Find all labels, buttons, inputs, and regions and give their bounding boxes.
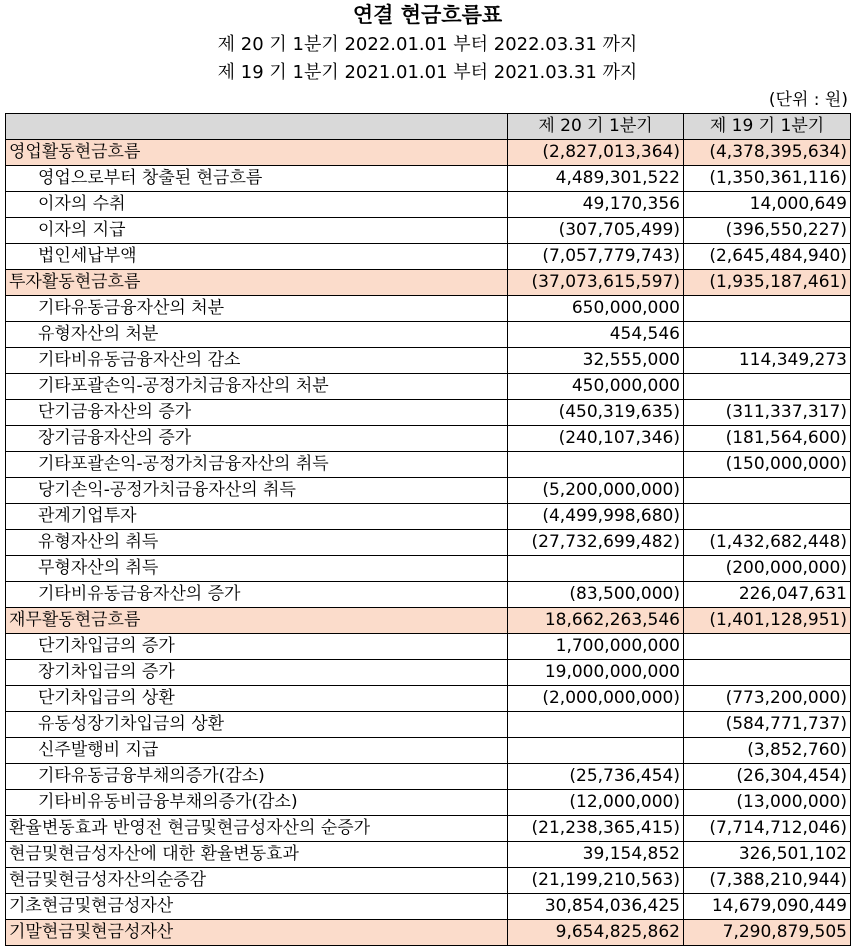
current-period-value: (27,732,699,482)	[508, 530, 684, 556]
row-label: 당기손익-공정가치금융자산의 취득	[6, 478, 508, 504]
current-period-value	[508, 738, 684, 764]
current-period-value: (450,319,635)	[508, 400, 684, 426]
current-period-value: 49,170,356	[508, 192, 684, 218]
row-label: 기타유동금융부채의증가(감소)	[6, 764, 508, 790]
row-label: 영업활동현금흐름	[6, 140, 508, 166]
row-label: 기타비유동금융자산의 감소	[6, 348, 508, 374]
current-period-value: (21,238,365,415)	[508, 816, 684, 842]
table-row	[6, 712, 851, 738]
table-row	[6, 322, 851, 348]
prior-period-value: (3,852,760)	[684, 738, 851, 764]
row-label: 관계기업투자	[6, 504, 508, 530]
current-period-value: 650,000,000	[508, 296, 684, 322]
current-period-value: 32,555,000	[508, 348, 684, 374]
statement-title: 연결 현금흐름표	[352, 3, 503, 27]
cash-flow-table	[5, 113, 851, 946]
current-period-value: (12,000,000)	[508, 790, 684, 816]
row-label: 기말현금및현금성자산	[6, 920, 508, 946]
current-period-value: (83,500,000)	[508, 582, 684, 608]
table-row	[6, 582, 851, 608]
prior-period-value: 14,000,649	[684, 192, 851, 218]
table-row	[6, 426, 851, 452]
prior-period-value: 14,679,090,449	[684, 894, 851, 920]
row-label: 장기차입금의 증가	[6, 660, 508, 686]
row-label: 기타비유동비금융부채의증가(감소)	[6, 790, 508, 816]
table-row	[6, 634, 851, 660]
section-row	[6, 608, 851, 634]
header-account-column	[6, 114, 508, 140]
row-label: 현금및현금성자산에 대한 환율변동효과	[6, 842, 508, 868]
row-label: 기타포괄손익-공정가치금융자산의 취득	[6, 452, 508, 478]
prior-period-value: (1,401,128,951)	[684, 608, 851, 634]
table-row	[6, 348, 851, 374]
row-label: 기타유동금융자산의 처분	[6, 296, 508, 322]
current-period-value: 39,154,852	[508, 842, 684, 868]
current-period-value: (21,199,210,563)	[508, 868, 684, 894]
prior-period-value	[684, 504, 851, 530]
table-row	[6, 842, 851, 868]
prior-period-value: (13,000,000)	[684, 790, 851, 816]
table-row	[6, 686, 851, 712]
prior-period-value: (2,645,484,940)	[684, 244, 851, 270]
table-row	[6, 816, 851, 842]
current-period-value: 4,489,301,522	[508, 166, 684, 192]
table-row	[6, 504, 851, 530]
prior-period-value: 226,047,631	[684, 582, 851, 608]
prior-period-value	[684, 374, 851, 400]
table-row	[6, 374, 851, 400]
current-period-value: 450,000,000	[508, 374, 684, 400]
header-current-period: 제 20 기 1분기	[508, 114, 684, 140]
table-row	[6, 452, 851, 478]
prior-period-value	[684, 296, 851, 322]
unit-label: (단위 : 원)	[768, 90, 848, 110]
table-row	[6, 556, 851, 582]
row-label: 무형자산의 취득	[6, 556, 508, 582]
row-label: 환율변동효과 반영전 현금및현금성자산의 순증가	[6, 816, 508, 842]
prior-period-value	[684, 322, 851, 348]
current-period-value: (4,499,998,680)	[508, 504, 684, 530]
row-label: 법인세납부액	[6, 244, 508, 270]
current-period-value	[508, 452, 684, 478]
current-period-value: (25,736,454)	[508, 764, 684, 790]
prior-period-value: (200,000,000)	[684, 556, 851, 582]
table-header-row	[6, 114, 851, 140]
current-period-value: (37,073,615,597)	[508, 270, 684, 296]
section-row	[6, 270, 851, 296]
prior-period-value: (7,714,712,046)	[684, 816, 851, 842]
table-row	[6, 530, 851, 556]
row-label: 단기금융자산의 증가	[6, 400, 508, 426]
current-period-value: 30,854,036,425	[508, 894, 684, 920]
current-period-value: (5,200,000,000)	[508, 478, 684, 504]
table-row	[6, 400, 851, 426]
section-row	[6, 140, 851, 166]
table-row	[6, 192, 851, 218]
prior-period-value: 326,501,102	[684, 842, 851, 868]
table-body	[6, 140, 851, 946]
prior-period-range: 제 19 기 1분기 2021.01.01 부터 2021.03.31 까지	[217, 62, 638, 83]
header-prior-period: 제 19 기 1분기	[684, 114, 851, 140]
prior-period-value: 114,349,273	[684, 348, 851, 374]
row-label: 유동성장기차입금의 상환	[6, 712, 508, 738]
current-period-value: 18,662,263,546	[508, 608, 684, 634]
table-row	[6, 660, 851, 686]
prior-period-value: (150,000,000)	[684, 452, 851, 478]
prior-period-value	[684, 634, 851, 660]
prior-period-value: (181,564,600)	[684, 426, 851, 452]
table-row	[6, 166, 851, 192]
table-row	[6, 738, 851, 764]
current-period-value: 454,546	[508, 322, 684, 348]
prior-period-value: (584,771,737)	[684, 712, 851, 738]
prior-period-value: (773,200,000)	[684, 686, 851, 712]
current-period-value: 1,700,000,000	[508, 634, 684, 660]
prior-period-value: (311,337,317)	[684, 400, 851, 426]
row-label: 현금및현금성자산의순증감	[6, 868, 508, 894]
prior-period-value	[684, 478, 851, 504]
row-label: 기타비유동금융자산의 증가	[6, 582, 508, 608]
table-row	[6, 894, 851, 920]
row-label: 유형자산의 처분	[6, 322, 508, 348]
current-period-value	[508, 556, 684, 582]
row-label: 재무활동현금흐름	[6, 608, 508, 634]
table-row	[6, 296, 851, 322]
row-label: 이자의 수취	[6, 192, 508, 218]
prior-period-value: 7,290,879,505	[684, 920, 851, 946]
prior-period-value: (4,378,395,634)	[684, 140, 851, 166]
table-row	[6, 790, 851, 816]
row-label: 단기차입금의 상환	[6, 686, 508, 712]
current-period-value: 9,654,825,862	[508, 920, 684, 946]
row-label: 유형자산의 취득	[6, 530, 508, 556]
table-row	[6, 218, 851, 244]
prior-period-value: (1,935,187,461)	[684, 270, 851, 296]
prior-period-value: (396,550,227)	[684, 218, 851, 244]
row-label: 단기차입금의 증가	[6, 634, 508, 660]
prior-period-value	[684, 660, 851, 686]
current-period-value: (7,057,779,743)	[508, 244, 684, 270]
row-label: 기초현금및현금성자산	[6, 894, 508, 920]
row-label: 신주발행비 지급	[6, 738, 508, 764]
table-row	[6, 478, 851, 504]
current-period-value: (240,107,346)	[508, 426, 684, 452]
table-row	[6, 244, 851, 270]
table-row	[6, 868, 851, 894]
prior-period-value: (1,350,361,116)	[684, 166, 851, 192]
prior-period-value: (1,432,682,448)	[684, 530, 851, 556]
table-row	[6, 764, 851, 790]
current-period-value: (307,705,499)	[508, 218, 684, 244]
current-period-value: (2,827,013,364)	[508, 140, 684, 166]
section-row	[6, 920, 851, 946]
row-label: 기타포괄손익-공정가치금융자산의 처분	[6, 374, 508, 400]
row-label: 장기금융자산의 증가	[6, 426, 508, 452]
current-period-value: 19,000,000,000	[508, 660, 684, 686]
current-period-range: 제 20 기 1분기 2022.01.01 부터 2022.03.31 까지	[217, 34, 638, 55]
current-period-value: (2,000,000,000)	[508, 686, 684, 712]
prior-period-value: (7,388,210,944)	[684, 868, 851, 894]
row-label: 영업으로부터 창출된 현금흐름	[6, 166, 508, 192]
prior-period-value: (26,304,454)	[684, 764, 851, 790]
row-label: 투자활동현금흐름	[6, 270, 508, 296]
current-period-value	[508, 712, 684, 738]
row-label: 이자의 지급	[6, 218, 508, 244]
